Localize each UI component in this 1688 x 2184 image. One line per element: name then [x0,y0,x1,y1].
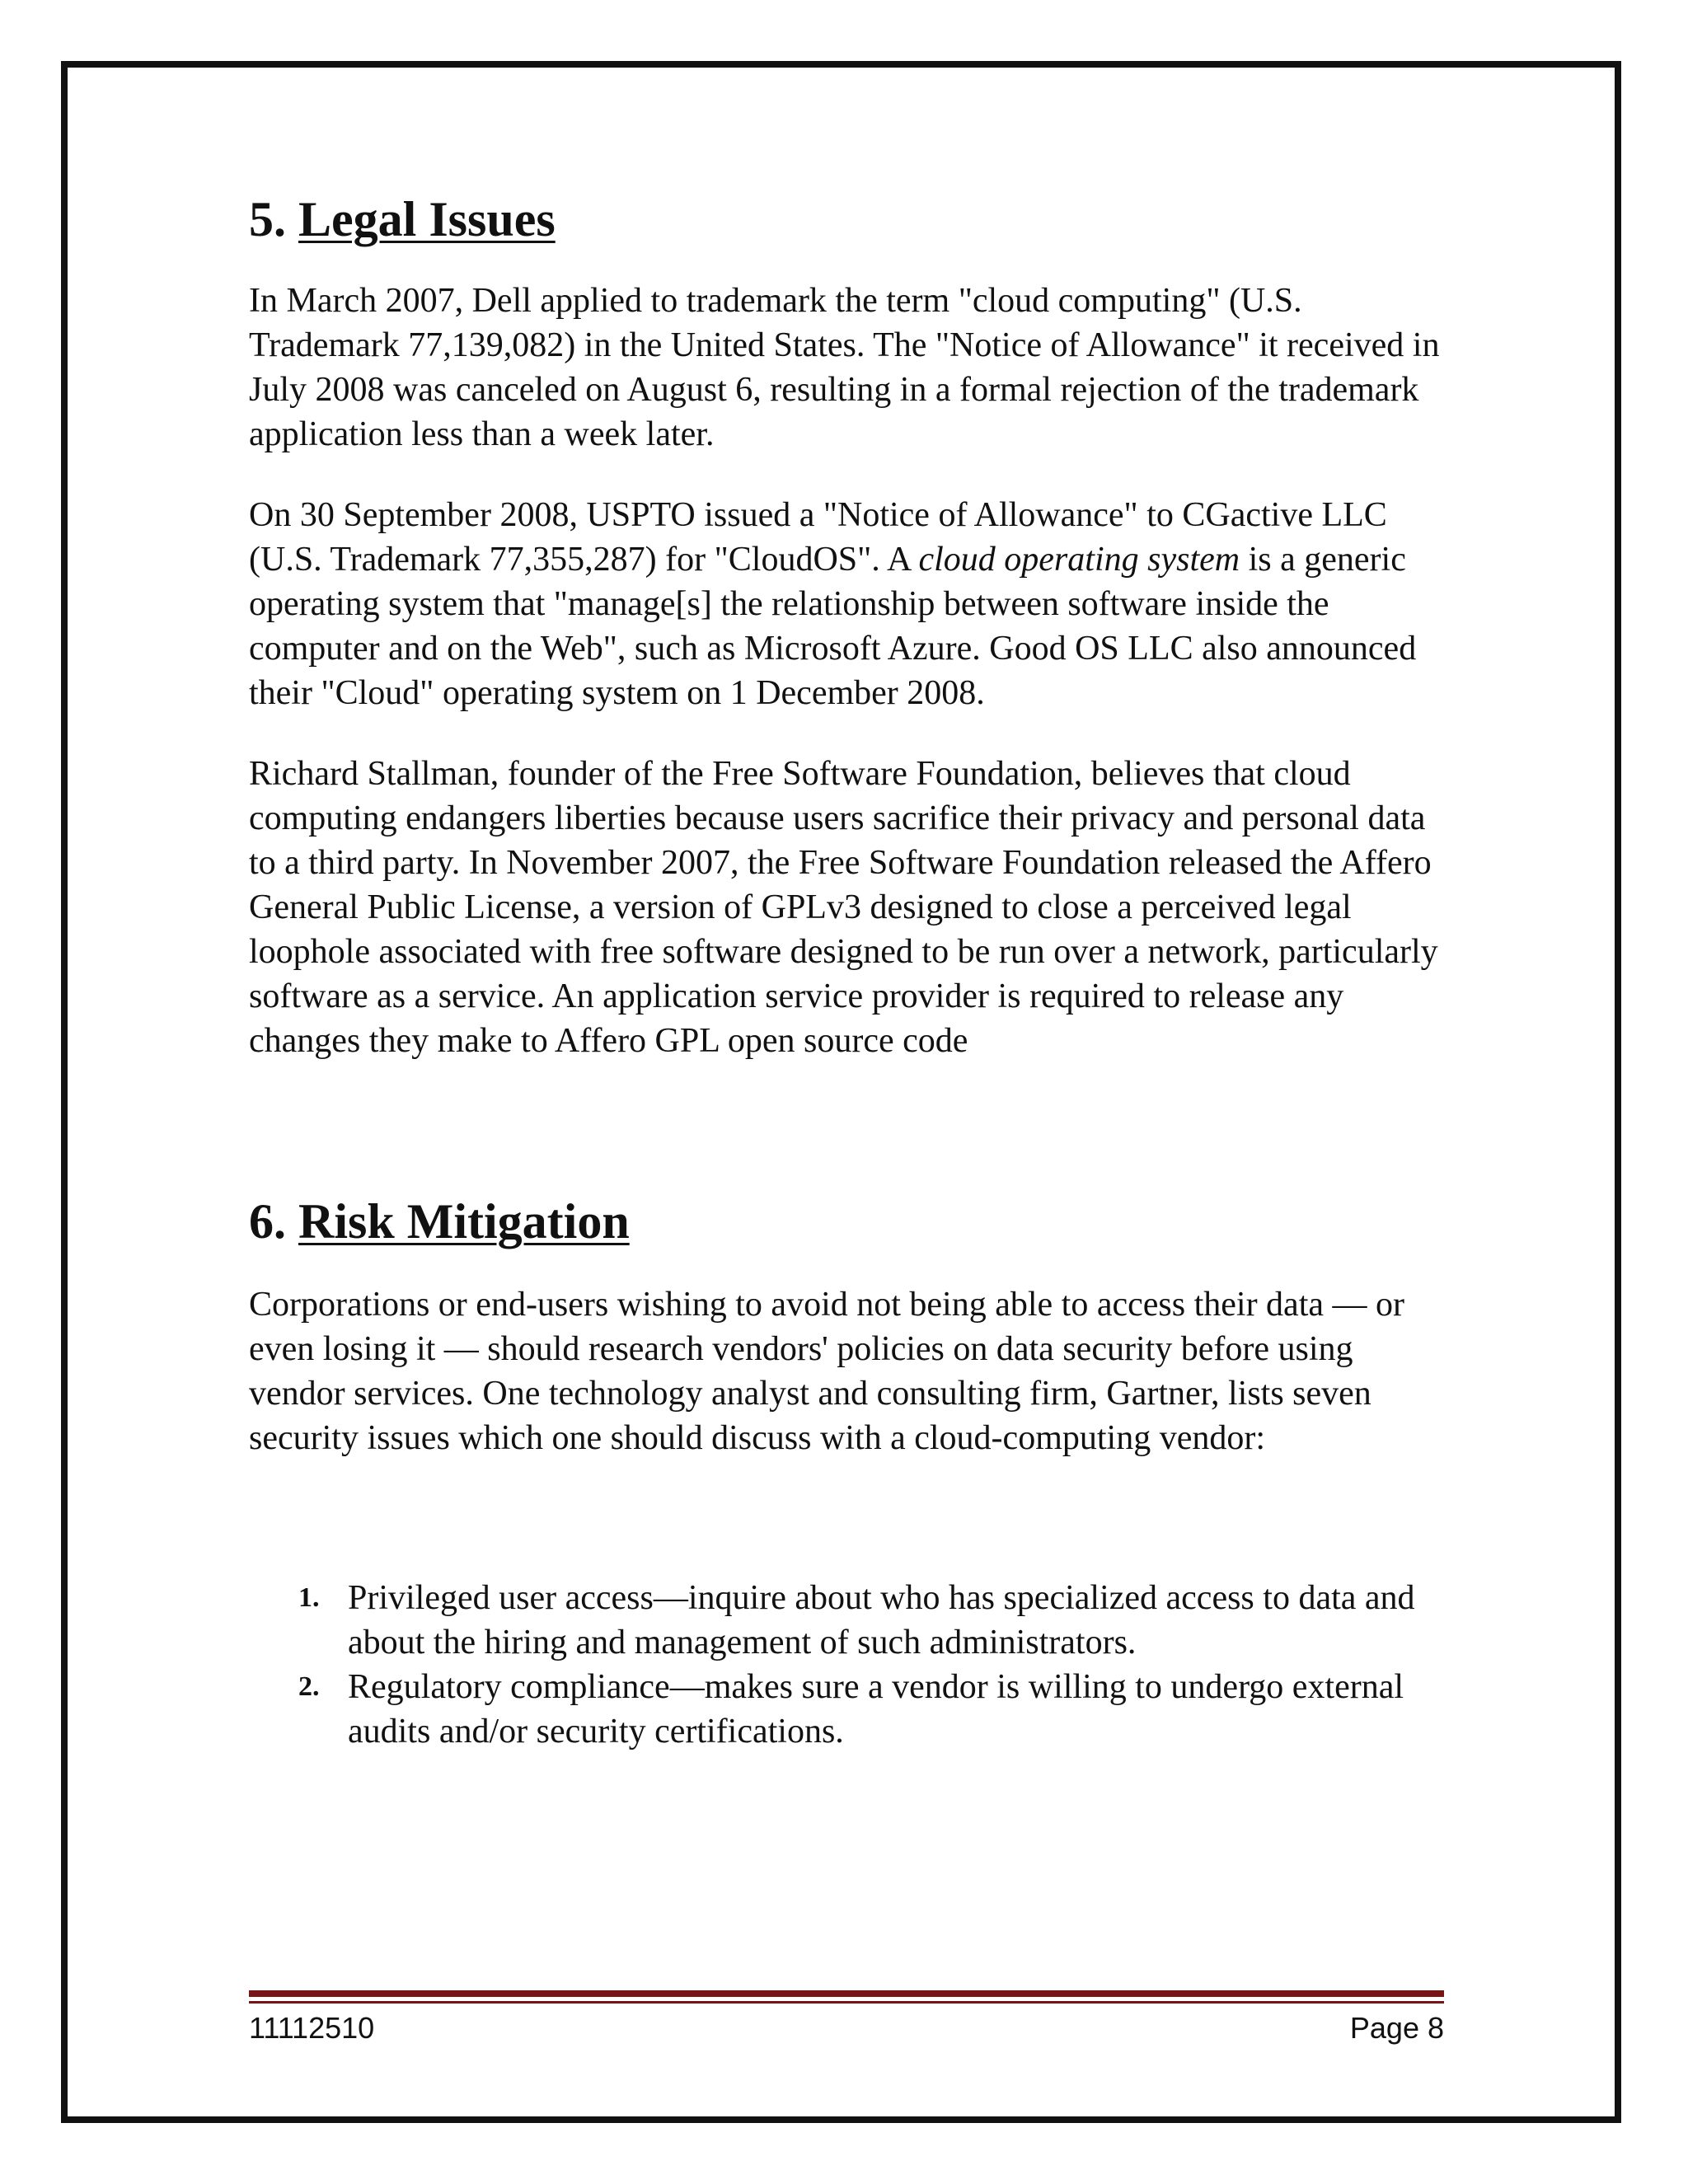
section-heading-risk-mitigation [249,1192,1444,1251]
paragraph-dell-trademark: In March 2007, Dell applied to trademark the term "cloud computing" (U.S. Trademark 77,139,082) in the United States. The "Notice of Allowance" it received in July 2008 was canceled on August 6, resulting in a formal rejection of the trademark application less than a week later. [249,282,1440,453]
footer-rule [249,1990,1444,1997]
list-item-number: 1. [298,1582,320,1613]
footer-rule-thin [249,2001,1444,2004]
list-item-text: Privileged user access—inquire about who has specialized access to data and about the hiring and management of such administrators. [348,1579,1415,1661]
list-item-text: Regulatory compliance—makes sure a vendor is willing to undergo external audits and/or security certifications. [348,1668,1404,1750]
paragraph-cloudos-trademark [249,493,1444,715]
paragraph-risk-intro: Corporations or end-users wishing to avoid not being able to access their data — or even losing it — should research vendors' policies on data security before using vendor services. One technology analyst and consulting firm, Gartner, lists seven security issues which one should discuss with a cloud-computing vendor: [249,1286,1404,1457]
emphasis-term: cloud operating system [918,541,1240,579]
footer-document-id: 11112510 [249,2011,375,2045]
footer-page-number: Page 8 [1349,2011,1444,2045]
page-footer [249,2008,1444,2049]
paragraph-text: On 30 September 2008, USPTO issued a "Notice of Allowance" to CGactive LLC (U.S. Trademark 77,355,287) for "CloudOS". A [249,496,1387,579]
section-heading-legal-issues [249,190,1444,249]
list-item [249,1576,1444,1665]
section-number: 5. [249,192,286,246]
paragraph-stallman: Richard Stallman, founder of the Free Software Foundation, believes that cloud computing endangers liberties because users sacrifice their privacy and personal data to a third party. In November 2007, the Free Software Foundation released the Affero General Public License, a version of GPLv3 designed to close a perceived legal loophole associated with free software designed to be run over a network, particularly software as a service. An application service provider is required to release any changes they make to Affero GPL open source code [249,755,1438,1060]
section-title: Legal Issues [298,192,556,246]
section-number: 6. [249,1194,286,1249]
paragraph-text: is a generic operating system that "manage[s] the relationship between software inside the computer and on the Web", such as Microsoft Azure. Good OS LLC also announced their "Cloud" operating system on 1 December 2008. [249,541,1417,712]
security-issues-list [249,1576,1444,1754]
document-body [249,190,1444,1754]
list-item-number: 2. [298,1671,320,1702]
list-item [249,1665,1444,1754]
section-title: Risk Mitigation [298,1194,630,1249]
